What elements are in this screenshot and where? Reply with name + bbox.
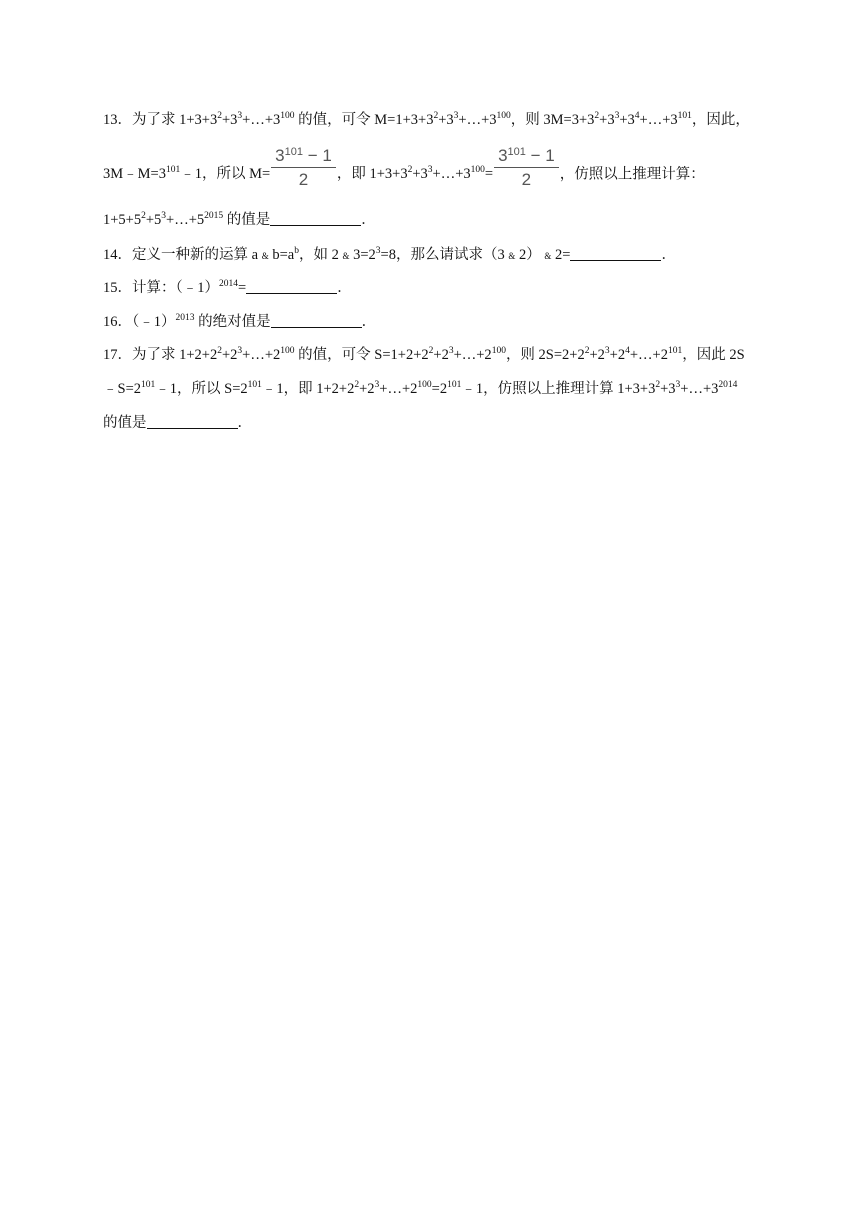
q16-text: 的绝对值是 [194, 314, 271, 330]
exponent: 100 [280, 111, 295, 121]
q14-end: ． [661, 247, 676, 263]
exponent: 101 [677, 111, 692, 121]
custom-operator-symbol: & [508, 251, 516, 261]
exponent: 2014 [718, 380, 738, 390]
q17-line2-text [103, 381, 737, 397]
answer-blank-14[interactable] [570, 245, 661, 261]
question-17-line-1 [103, 345, 745, 365]
text-run: ﹣1，所以 M= [180, 166, 271, 183]
text-run: ﹣S=2 [103, 381, 141, 397]
text-run: 3M﹣M=3 [103, 166, 166, 183]
exponent: 3 [161, 211, 167, 221]
text-run: +…+2 [629, 347, 668, 363]
exponent: 2 [594, 111, 600, 121]
q16-end: ． [361, 314, 377, 330]
q14-text: ，如 2 [298, 247, 343, 263]
exponent: 100 [470, 165, 485, 176]
text-run: +5 [145, 212, 162, 228]
q17-line1-text [103, 347, 745, 363]
text-run: ﹣1，所以 S=2 [155, 381, 248, 397]
answer-blank-15[interactable] [246, 278, 337, 294]
text-run: +2 [433, 347, 449, 363]
exponent: 2 [584, 346, 590, 356]
text-run: =2 [431, 381, 448, 397]
exponent: 3 [614, 111, 620, 121]
text-run: ﹣1，仿照以上推理计算 1+3+3 [461, 381, 656, 397]
text-run: +3 [619, 112, 635, 128]
text-run: 1+5+5 [103, 212, 142, 228]
exponent: 3 [448, 346, 454, 356]
fraction-formula-image [494, 146, 559, 190]
q15-end: ． [337, 280, 352, 296]
text-run: +…+3 [458, 112, 497, 128]
exponent: 2 [217, 111, 222, 121]
q14-text: 14．定义一种新的运算 a [103, 247, 262, 263]
question-15 [103, 278, 352, 298]
fraction-denominator: 2 [298, 170, 309, 189]
q16-sup: 2013 [175, 313, 195, 323]
q17-line3-text: 的值是 [103, 415, 147, 431]
exponent: 101 [667, 346, 683, 356]
question-17-line-3 [103, 413, 252, 433]
exponent: 100 [491, 346, 506, 356]
exponent: 100 [417, 380, 432, 390]
text-run: ，因此 2S [682, 347, 745, 363]
fraction-formula-image [271, 146, 336, 190]
exponent: 2 [428, 346, 434, 356]
q14-text: =8，那么请试求（3 [380, 247, 509, 263]
text-run: = [484, 166, 494, 183]
exponent: 101 [247, 380, 262, 390]
exponent: 2015 [204, 211, 224, 221]
fraction-bar [271, 167, 336, 168]
exponent: 3 [604, 346, 610, 356]
question-16 [103, 312, 376, 332]
fraction-bar [494, 167, 559, 168]
exponent: 2 [141, 211, 146, 221]
question-17-line-2 [103, 379, 737, 399]
answer-blank-17[interactable] [147, 413, 238, 429]
text-run: +3 [660, 381, 676, 397]
fraction-numerator: $3^{101} - 1$ [498, 146, 555, 165]
text-run: +3 [438, 112, 454, 128]
text-run: ，则 2S=2+2 [505, 347, 585, 363]
q13-line2-text-b [337, 166, 493, 182]
text-run: +2 [609, 347, 626, 363]
custom-operator-symbol: & [544, 251, 552, 261]
q13-line2-text-a [103, 166, 270, 182]
exponent: 100 [496, 111, 511, 121]
custom-operator-symbol: & [261, 251, 269, 261]
exponent: 2 [655, 380, 661, 390]
exponent: 3 [427, 165, 433, 176]
q13-line2-text-c: ，仿照以上推理计算： [559, 166, 705, 183]
text-run: +3 [221, 112, 238, 128]
q14-text: 2） [515, 247, 545, 263]
text-run: +…+3 [639, 112, 678, 128]
q13-line1-text [103, 112, 750, 128]
exponent: 3 [237, 346, 243, 356]
exponent: 101 [447, 380, 462, 390]
exponent: 2 [354, 380, 360, 390]
exponent: 4 [634, 111, 640, 121]
exponent: 3 [374, 380, 380, 390]
exponent: 100 [280, 346, 295, 356]
q15-sup: 2014 [219, 279, 238, 289]
q13-line3-text [103, 212, 270, 228]
text-run: +…+2 [453, 347, 492, 363]
q14-text: 3=2 [349, 247, 376, 263]
q13-end: ． [361, 212, 376, 228]
text-run: 的值，可令 M=1+3+3 [294, 112, 434, 128]
q15-text: = [238, 280, 247, 296]
exponent: 101 [141, 380, 156, 390]
text-run: +…+2 [379, 381, 418, 397]
text-run: +…+2 [242, 347, 281, 363]
question-14 [103, 245, 676, 266]
q16-text: 16．（﹣1） [103, 314, 176, 330]
fraction-numerator: $3^{101} - 1$ [275, 146, 332, 165]
exponent: 2 [217, 346, 222, 356]
text-run: +…+3 [432, 166, 471, 183]
q14-text: b=a [268, 247, 295, 263]
exponent: 3 [675, 380, 681, 390]
text-run: +…+3 [680, 381, 719, 397]
text-run: ，则 3M=3+3 [510, 112, 595, 128]
text-run: +2 [589, 347, 605, 363]
answer-blank-16[interactable] [271, 312, 362, 328]
text-run: ，即 1+3+3 [336, 166, 408, 183]
text-run: 的值是 [223, 212, 271, 228]
exponent: 101 [165, 165, 181, 176]
q17-end: ． [237, 415, 252, 431]
question-13-line-2 [103, 146, 705, 190]
text-run: +3 [599, 112, 615, 128]
custom-operator-symbol: & [342, 251, 350, 261]
q14-sup: 3 [375, 246, 381, 256]
question-13-line-3 [103, 210, 376, 230]
answer-blank-13[interactable] [270, 210, 361, 226]
text-run: +…+3 [242, 112, 281, 128]
exponent: 4 [625, 346, 630, 356]
exponent: 2 [407, 165, 413, 176]
text-run: 17．为了求 1+2+2 [103, 347, 218, 363]
text-run: ，因此， [691, 112, 750, 128]
q15-text: 15．计算：（﹣1） [103, 280, 219, 296]
text-run: 的值，可令 S=1+2+2 [294, 347, 429, 363]
exponent: 2 [433, 111, 439, 121]
fraction-denominator: 2 [521, 170, 532, 189]
text-run: +3 [412, 166, 428, 183]
question-13-line-1 [103, 110, 750, 130]
exponent: 3 [237, 111, 243, 121]
text-run: 13．为了求 1+3+3 [103, 112, 218, 128]
text-run: +2 [359, 381, 375, 397]
text-run: +2 [221, 347, 238, 363]
q14-text: 2= [551, 247, 571, 263]
text-run: +…+5 [166, 212, 205, 228]
exponent: 3 [453, 111, 459, 121]
q14-sup: b [294, 246, 299, 256]
text-run: ﹣1，即 1+2+2 [261, 381, 355, 397]
